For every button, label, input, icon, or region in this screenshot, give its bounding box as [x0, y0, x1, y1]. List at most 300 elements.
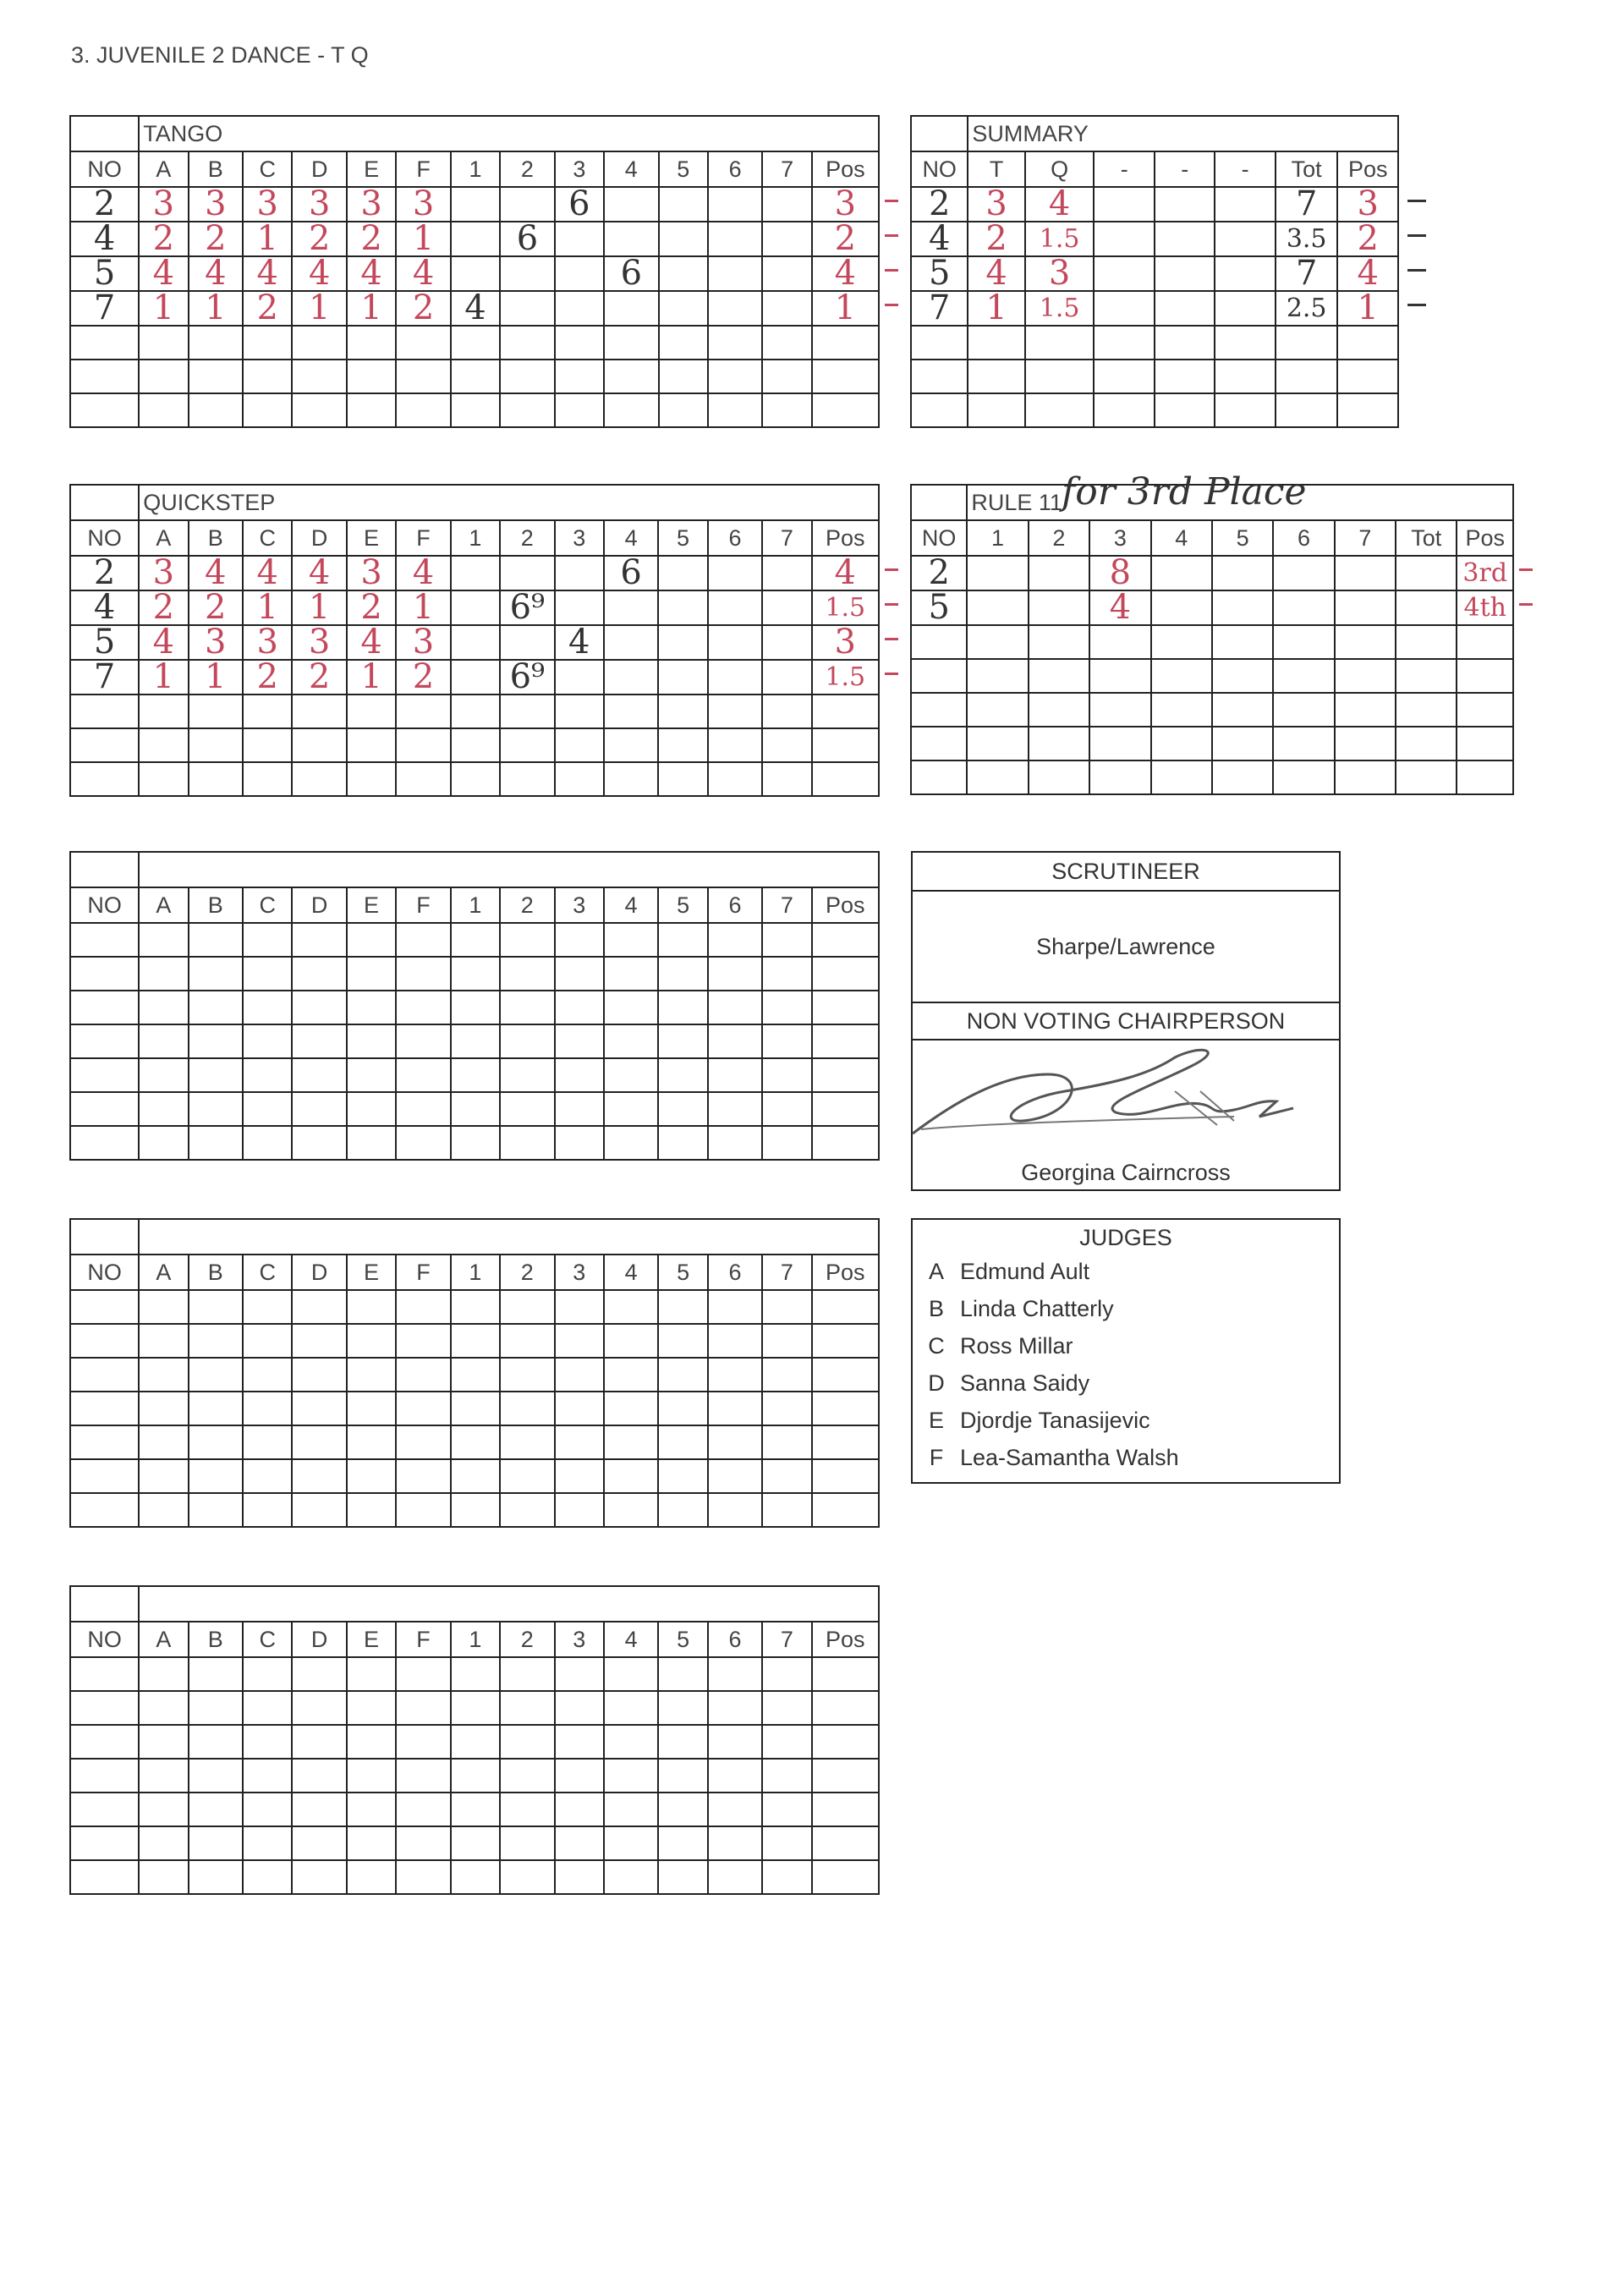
table-cell — [347, 1024, 396, 1058]
table-row — [70, 1691, 879, 1725]
table-cell — [396, 695, 451, 728]
table-cell — [911, 360, 968, 393]
tick-mark — [1407, 269, 1426, 272]
table-cell — [555, 1657, 604, 1691]
column-header: 7 — [762, 151, 811, 187]
table-cell — [1155, 291, 1215, 326]
table-cell — [396, 326, 451, 360]
cell-value: 4 — [1357, 254, 1379, 293]
table-cell — [243, 923, 292, 957]
table-cell — [292, 957, 347, 991]
table-cell — [292, 219, 347, 258]
cell-value: 3 — [412, 623, 435, 662]
tick-mark — [885, 603, 898, 606]
table-cell — [500, 590, 555, 625]
table-cell — [243, 1425, 292, 1459]
table-cell — [708, 1024, 763, 1058]
table-row — [911, 693, 1513, 727]
table-title — [139, 852, 879, 887]
column-header: 3 — [1089, 520, 1150, 556]
table-cell — [1457, 590, 1513, 625]
table-cell — [451, 728, 500, 762]
table-cell — [70, 1092, 139, 1126]
table-cell — [762, 1793, 811, 1826]
table-cell — [292, 1126, 347, 1160]
table-cell — [243, 1290, 292, 1324]
table-cell — [708, 762, 763, 796]
table-cell — [604, 222, 659, 256]
table-title — [139, 1219, 879, 1255]
table-cell — [762, 556, 811, 590]
judge-letter: A — [928, 1259, 944, 1284]
table-cell — [139, 288, 188, 327]
table-cell — [189, 1493, 244, 1527]
table-cell — [1089, 760, 1150, 794]
table-cell — [139, 957, 188, 991]
table-cell — [604, 1657, 659, 1691]
cell-value: 6⁹ — [509, 657, 546, 696]
table-cell — [70, 1058, 139, 1092]
table-cell — [1212, 727, 1273, 760]
table-cell — [968, 288, 1024, 327]
table-cell — [708, 556, 763, 590]
table-cell — [139, 695, 188, 728]
table-cell — [70, 957, 139, 991]
table-cell — [451, 1493, 500, 1527]
table-cell — [1396, 727, 1457, 760]
table-cell — [1025, 256, 1095, 291]
table-cell — [604, 393, 659, 427]
column-header: F — [396, 887, 451, 923]
table-cell — [604, 1425, 659, 1459]
table-cell — [762, 1759, 811, 1793]
table-cell — [1337, 393, 1398, 427]
table-cell — [1155, 326, 1215, 360]
column-header: 7 — [762, 887, 811, 923]
table-cell — [189, 219, 244, 258]
column-header: 6 — [1273, 520, 1334, 556]
summary-table — [910, 115, 1399, 428]
column-header: 3 — [555, 151, 604, 187]
table-cell — [708, 923, 763, 957]
table-cell — [555, 991, 604, 1024]
table-cell — [555, 1126, 604, 1160]
table-cell — [762, 1459, 811, 1493]
table-cell — [292, 1290, 347, 1324]
table-row — [70, 1759, 879, 1793]
table-cell — [500, 991, 555, 1024]
table-cell — [604, 1392, 659, 1425]
column-header: 5 — [1212, 520, 1273, 556]
table-cell — [967, 727, 1028, 760]
table-cell — [139, 1024, 188, 1058]
table-row — [70, 625, 879, 660]
table-cell — [451, 326, 500, 360]
table-cell — [70, 360, 139, 393]
tick-mark — [1407, 200, 1426, 202]
table-cell — [1212, 659, 1273, 693]
table-cell — [1396, 590, 1457, 625]
table-cell — [1151, 590, 1212, 625]
table-row — [911, 326, 1398, 360]
cell-value: 3 — [308, 623, 331, 662]
table-title: QUICKSTEP — [139, 485, 879, 520]
table-cell — [243, 184, 292, 223]
table-cell — [139, 991, 188, 1024]
table-cell — [451, 1793, 500, 1826]
table-cell — [347, 1860, 396, 1894]
table-cell — [1396, 760, 1457, 794]
table-cell — [708, 1860, 763, 1894]
table-cell — [189, 1860, 244, 1894]
cell-value: 8 — [1109, 553, 1132, 592]
table-row — [911, 659, 1513, 693]
table-cell — [1215, 393, 1275, 427]
table-cell — [708, 1290, 763, 1324]
table-cell — [812, 1657, 879, 1691]
table-cell — [1025, 184, 1095, 223]
table-cell — [659, 326, 708, 360]
table-row — [70, 222, 879, 256]
table-row — [70, 326, 879, 360]
rule11-table — [910, 484, 1514, 795]
table-cell — [500, 625, 555, 660]
table-cell — [911, 553, 967, 592]
cell-value: 7 — [928, 288, 951, 327]
table-cell — [1212, 693, 1273, 727]
table-cell — [708, 590, 763, 625]
table-cell — [604, 1691, 659, 1725]
table-cell — [1457, 693, 1513, 727]
column-header: B — [189, 887, 244, 923]
table-cell — [604, 1324, 659, 1358]
table-cell — [658, 625, 707, 660]
table-cell — [347, 553, 396, 592]
table-cell — [451, 1024, 500, 1058]
cell-value: 2.5 — [1286, 293, 1327, 323]
table-cell — [347, 1058, 396, 1092]
table-cell — [1276, 360, 1338, 393]
table-cell — [708, 1657, 763, 1691]
table-cell — [708, 393, 763, 427]
table-cell — [555, 1759, 604, 1793]
table-cell — [604, 1793, 659, 1826]
table-cell — [139, 1126, 188, 1160]
table-cell — [604, 991, 659, 1024]
rule11-note: for 3rd Place — [1062, 470, 1307, 513]
table-cell — [189, 360, 244, 393]
table-cell — [189, 1759, 244, 1793]
table-cell — [292, 991, 347, 1024]
table-cell — [555, 393, 604, 427]
judge-name: Lea-Samantha Walsh — [960, 1445, 1179, 1470]
table-cell — [139, 625, 188, 660]
table-cell — [139, 1425, 188, 1459]
cell-value: 1 — [985, 288, 1007, 327]
cell-value: 6⁹ — [509, 588, 546, 627]
table-cell — [292, 1493, 347, 1527]
table-cell — [812, 1392, 879, 1425]
table-cell — [139, 360, 188, 393]
table-cell — [1337, 219, 1398, 258]
judge-letter: F — [929, 1445, 944, 1470]
table-cell — [658, 1024, 707, 1058]
table-cell — [1094, 326, 1154, 360]
column-header: D — [292, 887, 347, 923]
table-cell — [658, 695, 707, 728]
table-cell — [1151, 760, 1212, 794]
table-cell — [658, 1358, 707, 1392]
table-cell — [1155, 256, 1215, 291]
table-cell — [189, 1459, 244, 1493]
column-header: 2 — [500, 1255, 555, 1290]
table-cell — [555, 1793, 604, 1826]
judge-entry — [913, 1402, 1339, 1439]
table-cell — [658, 1092, 707, 1126]
table-cell — [500, 393, 555, 427]
column-header: C — [243, 1255, 292, 1290]
table-cell — [292, 1392, 347, 1425]
table-cell — [70, 625, 139, 660]
table-cell — [396, 1691, 451, 1725]
table-cell — [762, 1493, 811, 1527]
cell-value: 5 — [93, 623, 116, 662]
table-cell — [292, 625, 347, 660]
table-cell — [500, 219, 555, 258]
table-cell — [347, 1358, 396, 1392]
table-cell — [500, 1058, 555, 1092]
table-cell — [451, 1826, 500, 1860]
table-cell — [762, 590, 811, 625]
column-header: B — [189, 1622, 244, 1657]
column-header: NO — [70, 1622, 139, 1657]
table-cell — [1094, 187, 1154, 222]
table-cell — [604, 728, 659, 762]
table-cell — [500, 1493, 555, 1527]
table-cell — [243, 728, 292, 762]
table-cell — [812, 728, 879, 762]
column-header: 4 — [604, 887, 659, 923]
table-cell — [500, 1290, 555, 1324]
table-cell — [812, 553, 879, 592]
table-row — [911, 256, 1398, 291]
table-cell — [708, 1759, 763, 1793]
column-header: A — [139, 1255, 188, 1290]
table-cell — [658, 1126, 707, 1160]
table-cell — [70, 1024, 139, 1058]
cell-value: 1 — [834, 288, 857, 327]
table-row — [70, 1358, 879, 1392]
table-cell — [967, 693, 1028, 727]
column-header: 6 — [708, 520, 763, 556]
table-cell — [396, 1324, 451, 1358]
cell-value: 4th — [1463, 592, 1506, 623]
column-header: 5 — [658, 520, 707, 556]
table-cell — [451, 393, 500, 427]
cell-value: 4 — [834, 553, 856, 592]
cell-value: 2 — [93, 184, 116, 223]
table-cell — [911, 659, 967, 693]
empty-dance-table-3 — [69, 1585, 880, 1895]
cell-value: 4 — [152, 254, 175, 293]
table-cell — [555, 1092, 604, 1126]
column-header: 4 — [604, 151, 659, 187]
table-cell — [604, 1290, 659, 1324]
column-header: B — [189, 520, 244, 556]
table-cell — [555, 762, 604, 796]
table-cell — [500, 728, 555, 762]
table-cell — [139, 1657, 188, 1691]
table-cell — [292, 657, 347, 696]
table-cell — [451, 1392, 500, 1425]
table-cell — [762, 625, 811, 660]
table-cell — [812, 1290, 879, 1324]
table-cell — [1025, 222, 1095, 256]
table-cell — [500, 1691, 555, 1725]
table-cell — [70, 1358, 139, 1392]
cell-value: 2 — [152, 588, 175, 627]
table-cell — [812, 1759, 879, 1793]
cell-value: 6 — [620, 553, 642, 592]
table-cell — [1335, 556, 1396, 590]
cell-value: 4 — [360, 623, 382, 662]
table-cell — [451, 762, 500, 796]
table-cell — [243, 590, 292, 625]
table-cell — [292, 1024, 347, 1058]
table-cell — [70, 1793, 139, 1826]
table-row — [70, 1092, 879, 1126]
table-cell — [451, 1058, 500, 1092]
table-cell — [500, 1358, 555, 1392]
table-cell — [347, 1290, 396, 1324]
table-cell — [70, 1392, 139, 1425]
judge-entry — [913, 1327, 1339, 1364]
tick-mark — [1407, 234, 1426, 237]
table-cell — [968, 326, 1024, 360]
table-cell — [658, 1826, 707, 1860]
judge-entry — [913, 1364, 1339, 1402]
column-header: Tot — [1396, 520, 1457, 556]
table-cell — [762, 1024, 811, 1058]
table-cell — [347, 695, 396, 728]
column-header: A — [139, 520, 188, 556]
table-cell — [1273, 556, 1334, 590]
judge-name: Linda Chatterly — [960, 1296, 1114, 1321]
table-cell — [911, 184, 968, 223]
table-cell — [243, 1826, 292, 1860]
judge-name: Ross Millar — [960, 1333, 1073, 1359]
chairperson-label: NON VOTING CHAIRPERSON — [913, 1003, 1339, 1040]
cell-value: 7 — [1295, 254, 1318, 293]
table-cell — [292, 288, 347, 327]
cell-value: 3 — [1357, 184, 1379, 223]
table-cell — [1029, 625, 1089, 659]
table-cell — [1094, 393, 1154, 427]
table-cell — [70, 1826, 139, 1860]
table-cell — [911, 256, 968, 291]
table-cell — [604, 590, 659, 625]
table-cell — [1457, 556, 1513, 590]
table-cell — [555, 660, 604, 695]
judge-entry — [913, 1439, 1339, 1476]
table-cell — [243, 657, 292, 696]
table-cell — [347, 1793, 396, 1826]
table-cell — [1212, 760, 1273, 794]
table-cell — [1396, 625, 1457, 659]
table-cell — [659, 222, 708, 256]
table-cell — [451, 1324, 500, 1358]
table-cell — [500, 695, 555, 728]
table-cell — [189, 1657, 244, 1691]
table-cell — [139, 553, 188, 592]
table-cell — [396, 256, 451, 291]
cell-value: 2 — [308, 219, 331, 258]
table-cell — [1094, 291, 1154, 326]
table-cell — [1273, 693, 1334, 727]
cell-value: 4 — [360, 254, 382, 293]
table-cell — [1029, 760, 1089, 794]
table-row — [70, 1725, 879, 1759]
table-cell — [555, 1058, 604, 1092]
table-row — [70, 291, 879, 326]
column-header: Pos — [812, 151, 879, 187]
tick-mark — [885, 269, 898, 272]
table-cell — [1337, 360, 1398, 393]
table-cell — [1335, 625, 1396, 659]
table-cell — [189, 590, 244, 625]
table-cell — [500, 1657, 555, 1691]
table-row — [911, 556, 1513, 590]
column-header: 1 — [451, 1255, 500, 1290]
table-cell — [347, 1657, 396, 1691]
table-cell — [762, 695, 811, 728]
table-cell — [1155, 360, 1215, 393]
cell-value: 1 — [360, 657, 382, 696]
cell-value: 7 — [93, 288, 116, 327]
table-cell — [1029, 693, 1089, 727]
column-header: 6 — [708, 1622, 763, 1657]
table-cell — [1276, 291, 1338, 326]
table-cell — [604, 1860, 659, 1894]
table-cell — [1276, 256, 1338, 291]
table-cell — [1155, 393, 1215, 427]
table-cell — [189, 1725, 244, 1759]
table-cell — [604, 1493, 659, 1527]
cell-value: 2 — [93, 553, 116, 592]
table-cell — [812, 1024, 879, 1058]
table-cell — [70, 695, 139, 728]
table-cell — [1215, 291, 1275, 326]
table-cell — [911, 590, 967, 625]
table-cell — [189, 393, 244, 427]
table-cell — [708, 1358, 763, 1392]
cell-value: 6 — [620, 254, 643, 293]
tick-mark — [1519, 568, 1533, 571]
column-header: 6 — [708, 1255, 763, 1290]
column-header: 4 — [604, 520, 659, 556]
table-cell — [555, 1691, 604, 1725]
table-cell — [396, 1024, 451, 1058]
table-cell — [555, 1392, 604, 1425]
table-cell — [347, 1759, 396, 1793]
cell-value: 3 — [360, 184, 382, 223]
table-cell — [812, 1493, 879, 1527]
table-cell — [500, 360, 555, 393]
column-header: 1 — [451, 887, 500, 923]
table-cell — [1215, 222, 1275, 256]
table-cell — [451, 288, 500, 327]
table-cell — [968, 256, 1024, 291]
